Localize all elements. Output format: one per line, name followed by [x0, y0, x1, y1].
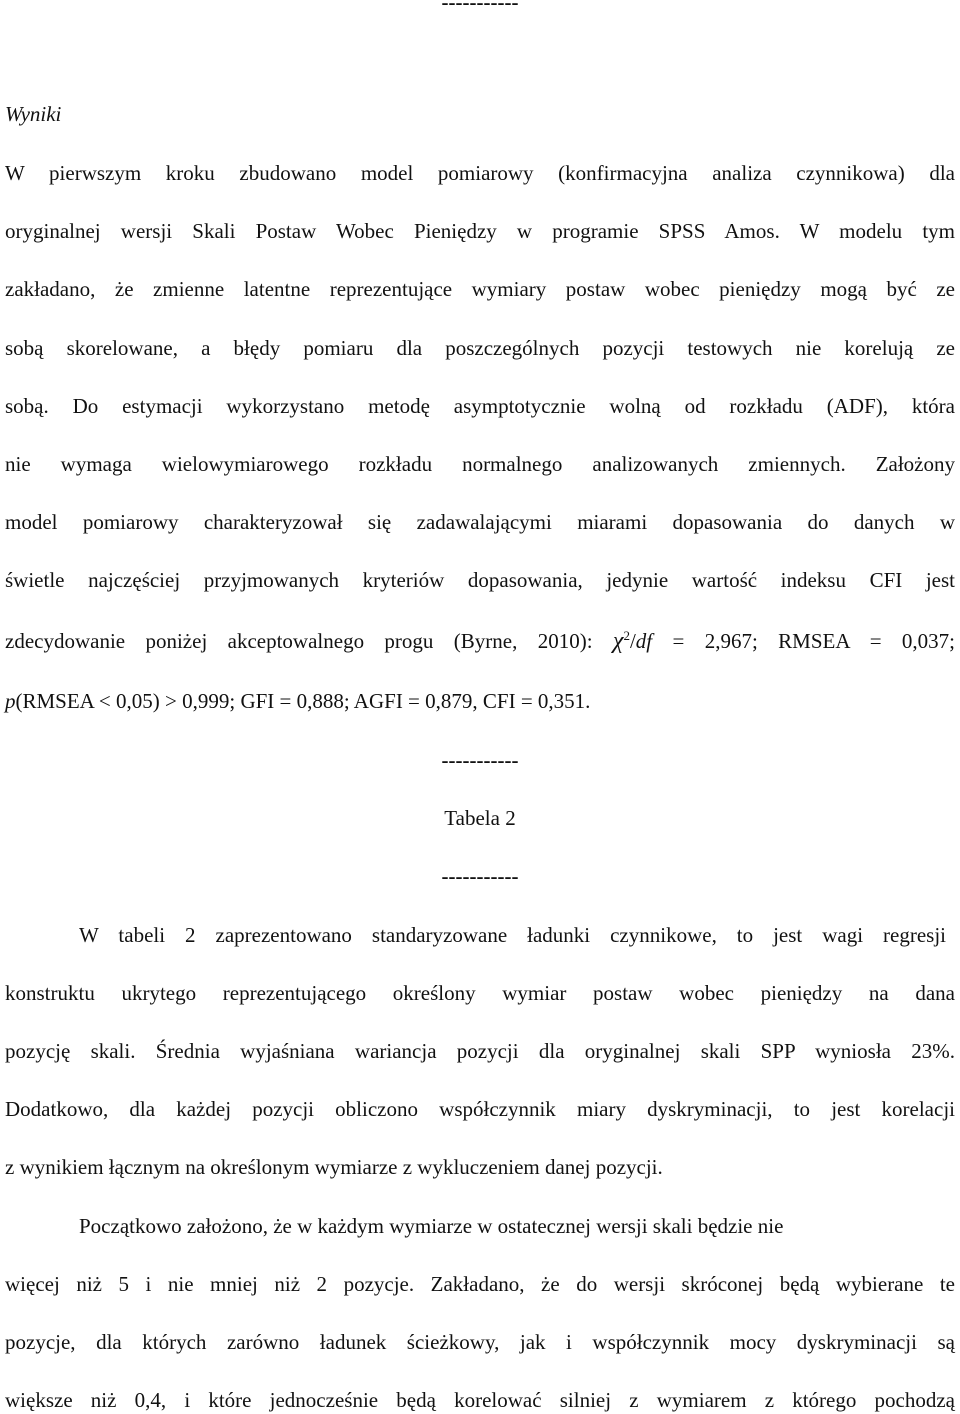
df-symbol: df	[635, 629, 653, 653]
text-line: oryginalnej wersji Skali Postaw Wobec Pieniędzy w programie SPSS Amos. W modelu tym	[5, 219, 955, 243]
text-line: Dodatkowo, dla każdej pozycji obliczono współczynnik miary dyskryminacji, to jest korelacji	[5, 1097, 955, 1121]
table-label: Tabela 2	[444, 806, 516, 830]
text-line: zakładano, że zmienne latentne reprezentujące wymiary postaw wobec pieniędzy mogą być ze	[5, 277, 955, 301]
text-line: Początkowo założono, że w każdym wymiarze w ostatecznej wersji skali będzie nie	[79, 1214, 784, 1238]
text-line: konstruktu ukrytego reprezentującego określony wymiar postaw wobec pieniędzy na dana	[5, 981, 955, 1005]
text-line: sobą skorelowane, a błędy pomiaru dla poszczególnych pozycji testowych nie korelują ze	[5, 336, 955, 360]
text-line: świetle najczęściej przyjmowanych kryteriów dopasowania, jedynie wartość indeksu CFI jest	[5, 568, 955, 592]
table-separator-top: -----------	[441, 748, 519, 772]
text-line: sobą. Do estymacji wykorzystano metodę asymptotycznie wolną od rozkładu (ADF), która	[5, 394, 955, 418]
text-line: nie wymaga wielowymiarowego rozkładu normalnego analizowanych zmiennych. Założony	[5, 452, 955, 476]
formula-lead-text: zdecydowanie poniżej akceptowalnego progu (Byrne, 2010):	[5, 629, 613, 653]
text-line: więcej niż 5 i nie mniej niż 2 pozycje. Zakładano, że do wersji skróconej będą wybierane te	[5, 1272, 955, 1296]
text-line: W tabeli 2 zaprezentowano standaryzowane ładunki czynnikowe, to jest wagi regresji	[79, 923, 946, 947]
text-line: model pomiarowy charakteryzował się zadawalającymi miarami dopasowania do danych w	[5, 510, 955, 534]
text-line: W pierwszym kroku zbudowano model pomiarowy (konfirmacyjna analiza czynnikowa) dla	[5, 161, 955, 185]
text-line: większe niż 0,4, i które jednocześnie będą korelować silniej z wymiarem z którego pochodzą	[5, 1388, 955, 1412]
fit-indices-text: (RMSEA < 0,05) > 0,999; GFI = 0,888; AGFI = 0,879, CFI = 0,351.	[15, 689, 591, 713]
text-line: pozycje, dla których zarówno ładunek ścieżkowy, jak i współczynnik mocy dyskryminacji są	[5, 1330, 955, 1354]
table-separator-bottom: -----------	[441, 864, 519, 888]
chi-symbol: χ	[612, 628, 624, 654]
text-line: pozycję skali. Średnia wyjaśniana wariancja pozycji dla oryginalnej skali SPP wyniosła 23%.	[5, 1039, 955, 1063]
formula-values: = 2,967; RMSEA = 0,037;	[652, 629, 955, 653]
section-heading: Wyniki	[5, 102, 62, 126]
text-line: z wynikiem łącznym na określonym wymiarze z wykluczeniem danej pozycji.	[5, 1155, 663, 1179]
text-line-formula	[5, 629, 955, 653]
text-line-fit-indices	[5, 691, 590, 712]
chi-exponent: 2	[623, 628, 630, 643]
top-separator: -----------	[441, 0, 519, 14]
p-symbol: p	[5, 689, 16, 713]
formula-slash: /	[629, 629, 636, 653]
